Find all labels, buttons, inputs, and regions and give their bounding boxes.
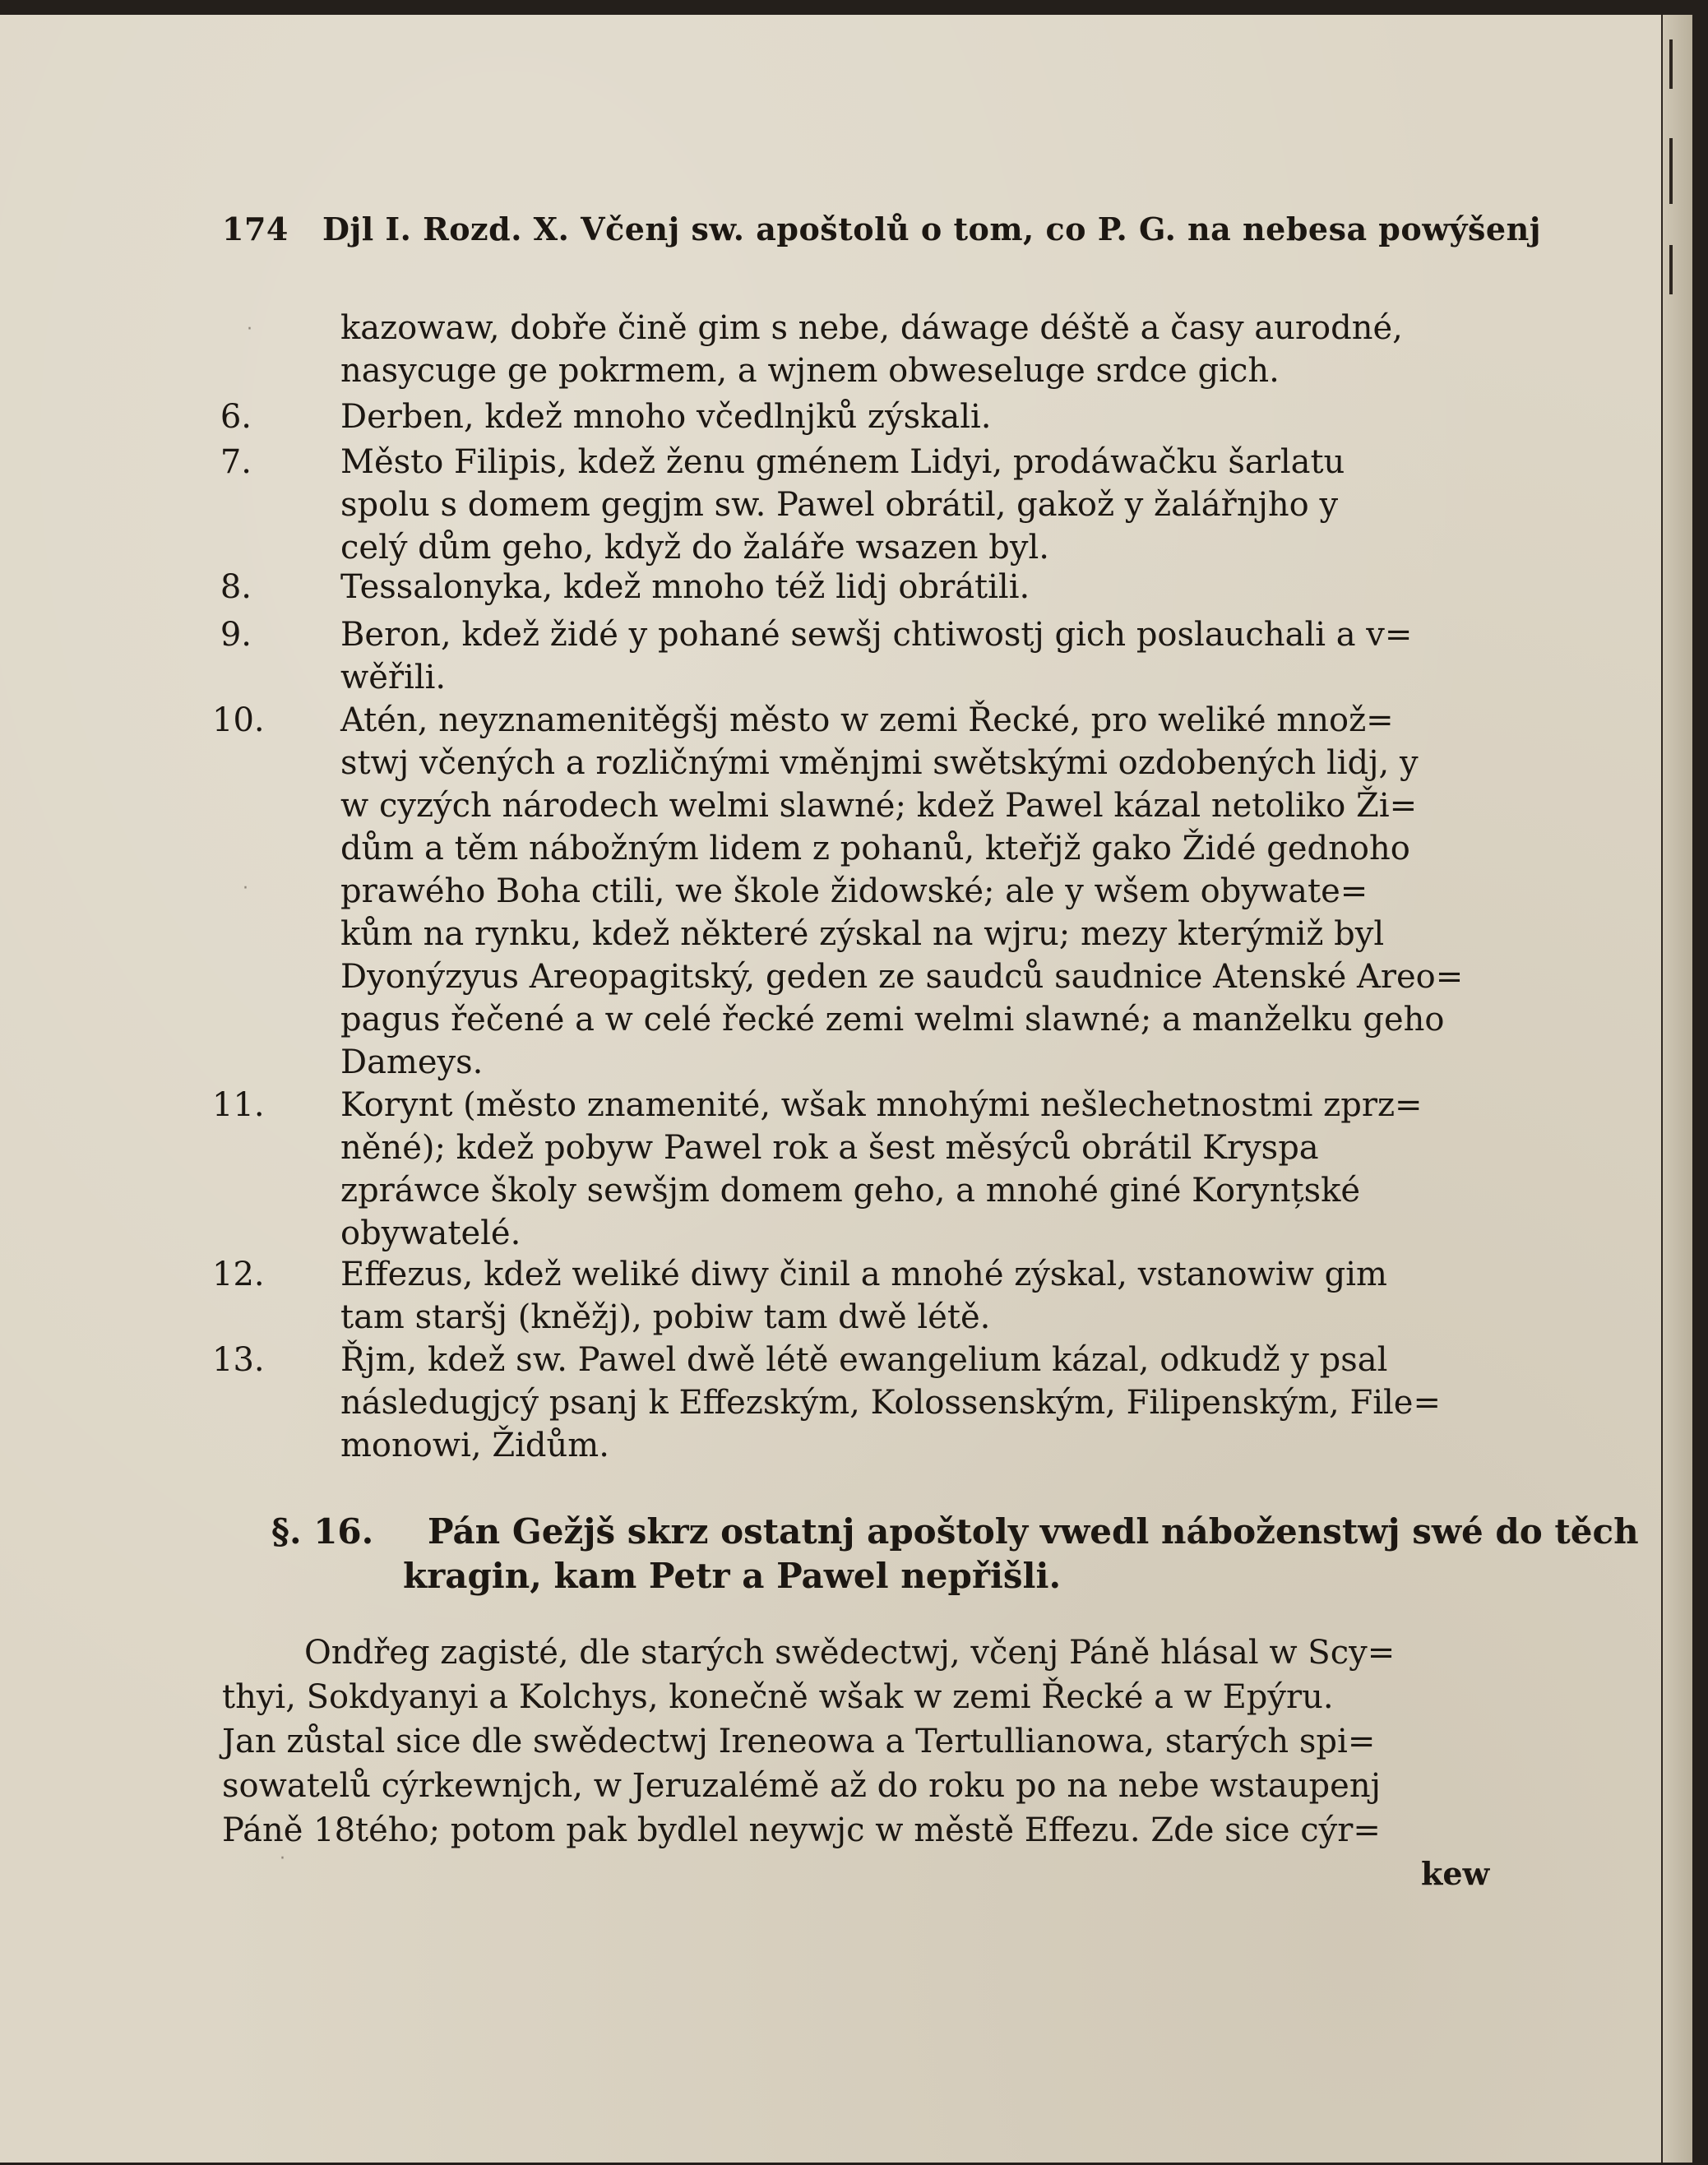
running-title: Djl I. Rozd. X. Včenj sw. apoštolů o tom, co P. G. na nebesa powýšenj (322, 210, 1541, 247)
list-item-10 (212, 699, 1544, 1084)
item-number: 11. (212, 1086, 265, 1124)
item-line: monowi, Židům. (340, 1427, 609, 1464)
ink-smudge: · (247, 319, 252, 340)
item-number: 8. (220, 568, 252, 606)
item-line: Dyonýzyus Areopagitský, geden ze saudců saudnice Atenské Areo= (340, 958, 1464, 996)
item-line: spolu s domem gegjm sw. Pawel obrátil, gakož y žalářnjho y (340, 486, 1339, 524)
item-number: 10. (212, 701, 265, 739)
item-line: Korynt (město znamenité, wšak mnohými nešlechetnostmi zprz= (340, 1086, 1423, 1124)
item-line: Tessalonyka, kdež mnoho též lidj obrátili. (340, 568, 1030, 606)
page-number: 174 (222, 210, 289, 247)
item-line: Dameys. (340, 1043, 484, 1081)
item-line: Derben, kdež mnoho včedlnjků zýskali. (340, 398, 992, 436)
item-line: stwj včených a rozličnými vměnjmi swětskými ozdobených lidj, y (340, 744, 1419, 782)
intro-line: nasycuge ge pokrmem, a wjnem obweseluge srdce gich. (340, 352, 1280, 390)
item-line: Řjm, kdež sw. Pawel dwě létě ewangelium kázal, odkudž y psal (340, 1341, 1388, 1379)
item-line: Město Filipis, kdež ženu gménem Lidyi, prodáwačku šarlatu (340, 443, 1345, 481)
item-number: 6. (220, 398, 252, 436)
list-item-7 (220, 441, 1544, 569)
ink-smudge: · (243, 878, 248, 899)
section-title-line: Pán Gežjš skrz ostatnj apoštoly vwedl náboženstwj swé do těch (428, 1511, 1639, 1552)
item-number: 9. (220, 616, 252, 654)
section-title-line: kragin, kam Petr a Pawel nepřišli. (403, 1556, 1062, 1596)
item-line: w cyzých národech welmi slawné; kdež Pawel kázal netoliko Ži= (340, 787, 1418, 825)
ink-smudge: · (280, 1848, 285, 1869)
book-page (0, 15, 1692, 2163)
body-paragraph (222, 1631, 1538, 1853)
list-item-8 (220, 566, 1544, 608)
item-line: obywatelé. (340, 1214, 521, 1252)
list-item-9 (220, 613, 1544, 699)
item-number: 12. (212, 1256, 265, 1293)
item-line: pagus řečené a w celé řecké zemi welmi slawné; a manželku geho (340, 1001, 1445, 1039)
intro-continuation (262, 307, 1544, 392)
paragraph-line: Ondřeg zagisté, dle starých swědectwj, včenj Páně hlásal w Scy= (304, 1634, 1396, 1672)
item-line: Atén, neyznamenitěgšj město w zemi Řecké, pro weliké množ= (340, 701, 1394, 739)
paragraph-line: Páně 18tého; potom pak bydlel neywjc w městě Effezu. Zde sice cýr= (222, 1811, 1381, 1849)
paragraph-line: thyi, Sokdyanyi a Kolchys, konečně wšak w zemi Řecké a w Epýru. (222, 1678, 1334, 1716)
item-line: tam staršj (kněžj), pobiw tam dwě létě. (340, 1298, 991, 1336)
item-number: 7. (220, 443, 252, 481)
item-line: zpráwce školy sewšjm domem geho, a mnohé giné Korynțské (340, 1172, 1361, 1210)
item-number: 13. (212, 1341, 265, 1379)
list-item-13 (212, 1339, 1544, 1467)
page-edge (1661, 15, 1692, 2163)
intro-line: kazowaw, dobře čině gim s nebe, dáwage déště a časy aurodné, (340, 309, 1403, 347)
section-number: §. 16. (271, 1511, 374, 1552)
item-line: něné); kdež pobyw Pawel rok a šest měsýců obrátil Kryspa (340, 1129, 1319, 1167)
list-item-12 (212, 1253, 1544, 1339)
paragraph-line: Jan zůstal sice dle swědectwj Ireneowa a Tertullianowa, starých spi= (222, 1723, 1376, 1760)
list-item-6 (220, 396, 1544, 438)
paragraph-line: sowatelů cýrkewnjch, w Jeruzalémě až do roku po na nebe wstaupenj (222, 1767, 1381, 1805)
item-line: Effezus, kdež weliké diwy činil a mnohé zýskal, vstanowiw gim (340, 1256, 1387, 1293)
item-line: celý dům geho, když do žaláře wsazen byl. (340, 529, 1049, 567)
running-header (222, 210, 1541, 247)
catchword: kew (1421, 1855, 1490, 1892)
item-line: kům na rynku, kdež některé zýskal na wjru; mezy kterýmiž byl (340, 915, 1385, 953)
item-line: prawého Boha ctili, we škole židowské; ale y wšem obywate= (340, 872, 1368, 910)
list-item-11 (212, 1084, 1544, 1255)
item-line: wěřili. (340, 659, 447, 696)
section-heading (271, 1510, 1639, 1598)
item-line: dům a těm nábožným lidem z pohanů, kteřjž gako Židé gednoho (340, 830, 1410, 867)
item-line: následugjcý psanj k Effezským, Kolossenským, Filipenským, File= (340, 1384, 1441, 1422)
item-line: Beron, kdež židé y pohané sewšj chtiwostj gich poslauchali a v= (340, 616, 1413, 654)
